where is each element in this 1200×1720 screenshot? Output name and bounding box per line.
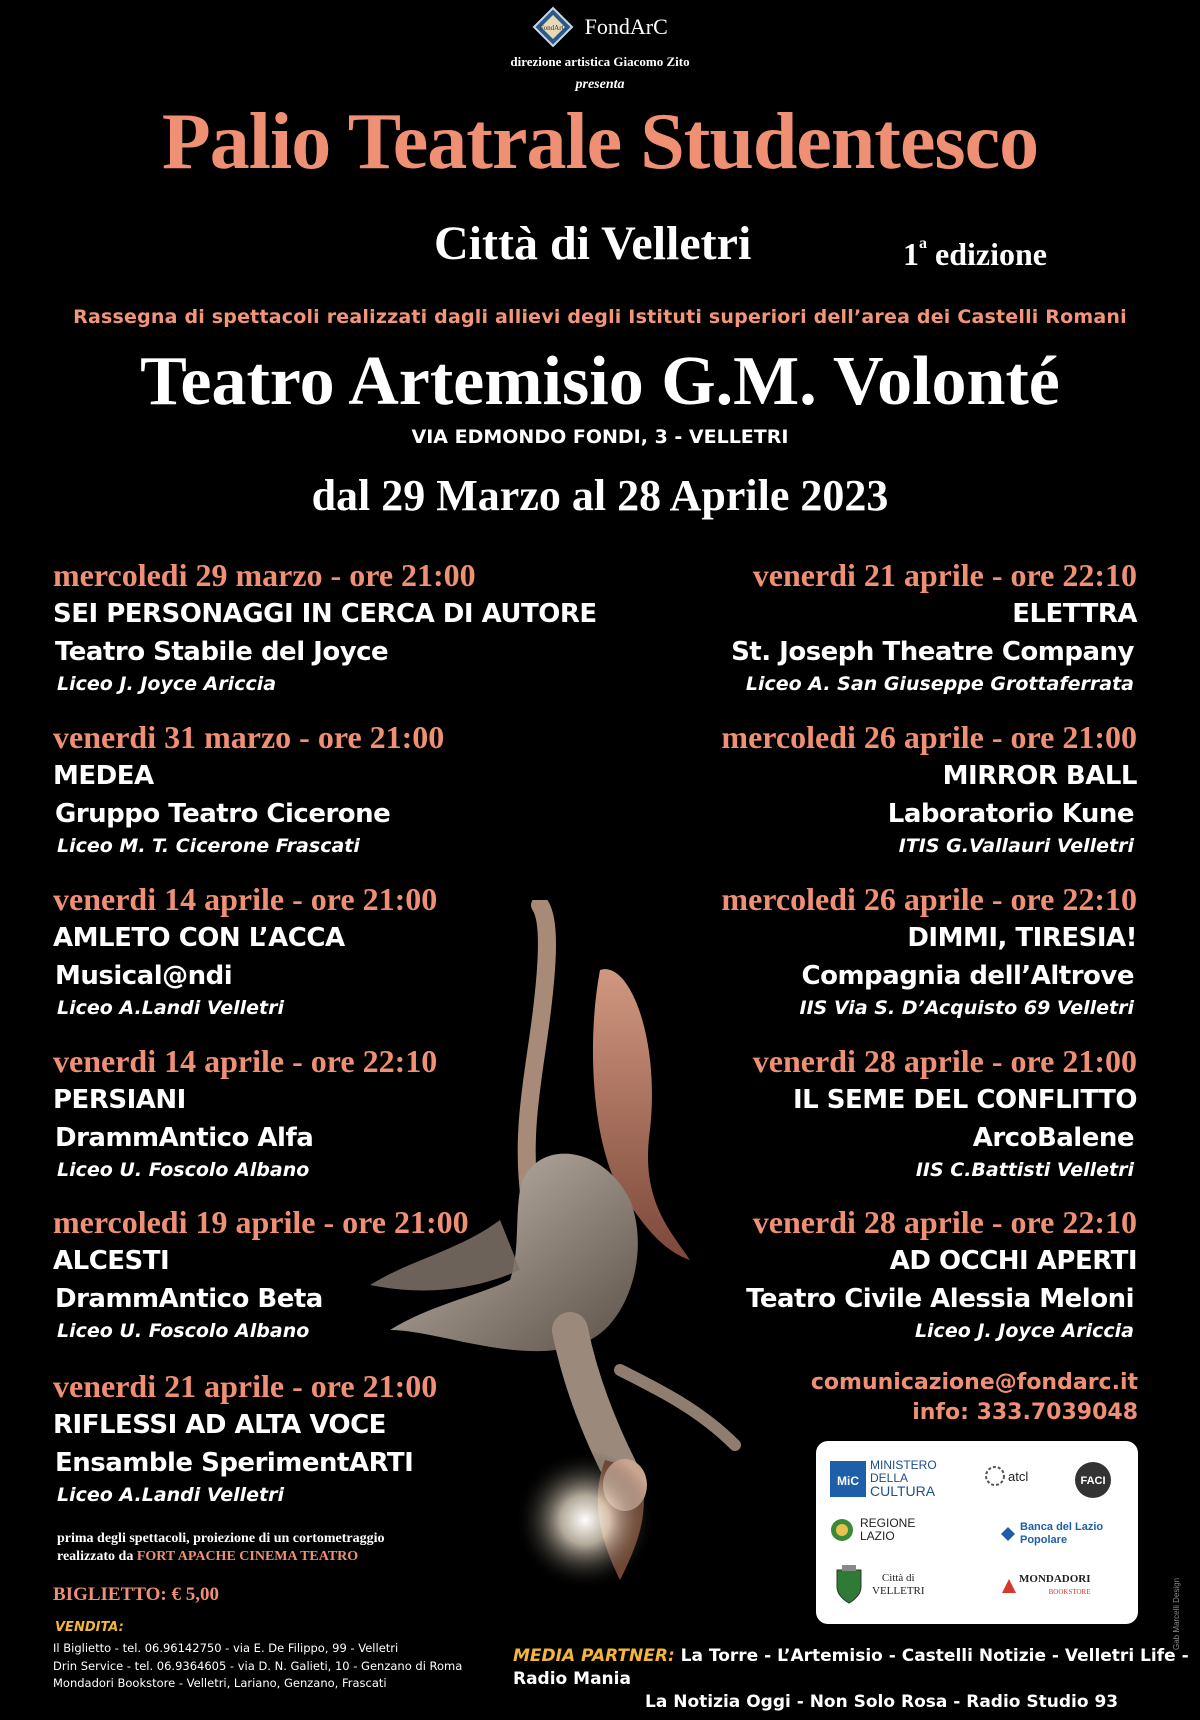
ministry-line2: DELLA: [870, 1471, 909, 1485]
logo-name: FondArC: [584, 14, 668, 39]
atcl-label: atcl: [1008, 1468, 1029, 1484]
event-item: [53, 882, 613, 1020]
fondarc-logo: [0, 6, 1200, 48]
presents-label: presenta: [575, 77, 625, 92]
contact-phone[interactable]: info: 333.7039048: [912, 1400, 1138, 1425]
event-datetime: venerdi 28 aprile - ore 22:10: [752, 1204, 1137, 1240]
company-name: ArcoBalene: [972, 1123, 1134, 1153]
bank-logo: [999, 1521, 1103, 1547]
screening-producer: FORT APACHE CINEMA TEATRO: [136, 1549, 359, 1564]
event-datetime: venerdi 21 aprile - ore 21:00: [53, 1368, 438, 1404]
ministry-line1: MINISTERO: [870, 1458, 937, 1472]
school-name: IIS Via S. D’Acquisto 69 Velletri: [799, 997, 1134, 1019]
theatre-address: VIA EDMONDO FONDI, 3 - VELLETRI: [411, 426, 789, 448]
event-datetime: venerdi 21 aprile - ore 22:10: [752, 557, 1137, 593]
mondadori-logo: [1002, 1573, 1091, 1599]
media-label: MEDIA PARTNER:: [513, 1646, 675, 1666]
event-datetime: mercoledi 29 marzo - ore 21:00: [53, 557, 476, 593]
play-title: AD OCCHI APERTI: [889, 1246, 1137, 1276]
city-subtitle: Città di Velletri: [434, 217, 752, 270]
company-name: DrammAntico Beta: [55, 1284, 323, 1314]
school-name: Liceo U. Foscolo Albano: [57, 1159, 310, 1181]
school-name: Liceo U. Foscolo Albano: [57, 1320, 310, 1342]
ministry-logo: [830, 1459, 937, 1498]
event-item: [577, 720, 1137, 858]
sales-points: [53, 1640, 462, 1693]
play-title: ALCESTI: [53, 1246, 170, 1276]
company-name: DrammAntico Alfa: [55, 1123, 314, 1153]
city-line1: Città di: [881, 1572, 915, 1584]
region-line2: LAZIO: [860, 1529, 895, 1543]
screening-line2: [57, 1548, 477, 1566]
play-title: ELETTRA: [1012, 599, 1137, 629]
company-name: Compagnia dell’Altrove: [801, 961, 1134, 991]
sales-line: Il Biglietto - tel. 06.96142750 - via E. De Filippo, 99 - Velletri: [53, 1641, 399, 1655]
school-name: Liceo A. San Giuseppe Grottaferrata: [745, 673, 1134, 695]
city-logo: [834, 1565, 925, 1605]
festival-dates: dal 29 Marzo al 28 Aprile 2023: [311, 471, 889, 520]
play-title: MIRROR BALL: [942, 761, 1137, 791]
atcl-logo: [984, 1465, 1028, 1487]
edition-label: [903, 235, 1047, 272]
company-name: Laboratorio Kune: [887, 799, 1134, 829]
play-title: RIFLESSI AD ALTA VOCE: [53, 1410, 386, 1440]
ministry-icon: [830, 1461, 866, 1497]
company-name: Teatro Civile Alessia Meloni: [746, 1284, 1134, 1314]
svg-text:FondArC: FondArC: [539, 24, 567, 32]
faci-icon: [1074, 1461, 1112, 1499]
event-title: Palio Teatrale Studentesco: [161, 98, 1039, 186]
faci-logo: [1074, 1461, 1112, 1499]
fondarc-logo-icon: [532, 6, 574, 48]
event-item: [577, 882, 1137, 1020]
play-title: MEDEA: [53, 761, 154, 791]
screening-line1: prima degli spettacoli, proiezione di un cortometraggio: [57, 1531, 385, 1546]
school-name: IIS C.Battisti Velletri: [915, 1159, 1134, 1181]
event-item: [53, 1205, 613, 1343]
svg-text:FACI: FACI: [1080, 1475, 1106, 1487]
company-name: St. Joseph Theatre Company: [731, 637, 1134, 667]
event-datetime: venerdi 31 marzo - ore 21:00: [53, 719, 445, 755]
bank-icon: [999, 1525, 1017, 1543]
event-item: [53, 1044, 613, 1182]
media-partners: [513, 1645, 1200, 1714]
company-name: Gruppo Teatro Cicerone: [55, 799, 391, 829]
play-title: DIMMI, TIRESIA!: [907, 923, 1137, 953]
school-name: Liceo J. Joyce Ariccia: [57, 673, 277, 695]
company-name: Musical@ndi: [55, 961, 233, 991]
play-title: SEI PERSONAGGI IN CERCA DI AUTORE: [53, 599, 597, 629]
festival-description: Rassegna di spettacoli realizzati dagli allievi degli Istituti superiori dell’area dei Castelli Romani: [73, 306, 1127, 328]
event-datetime: venerdi 28 aprile - ore 21:00: [752, 1043, 1137, 1079]
play-title: AMLETO CON L’ACCA: [53, 923, 345, 953]
media-line1: La Torre - L’Artemisio - Castelli Notizie - Velletri Life - Radio Mania: [513, 1646, 1189, 1689]
company-name: Ensamble SperimentARTI: [55, 1448, 414, 1478]
event-item: [577, 1044, 1137, 1182]
ticket-price: BIGLIETTO: € 5,00: [53, 1584, 219, 1605]
bank-line1: Banca del Lazio: [1020, 1521, 1104, 1533]
theatre-name: Teatro Artemisio G.M. Volonté: [140, 343, 1060, 420]
mondadori-icon: [1002, 1579, 1016, 1593]
sales-label: VENDITA:: [55, 1620, 124, 1635]
company-name: Teatro Stabile del Joyce: [55, 637, 389, 667]
bank-line2: Popolare: [1020, 1534, 1068, 1546]
school-name: Liceo A.Landi Velletri: [57, 997, 284, 1019]
svg-text:MiC: MiC: [837, 1473, 859, 1488]
event-item: [577, 1205, 1137, 1343]
atcl-icon: [984, 1465, 1006, 1487]
design-credit: Gab Marcelli Design: [1172, 1577, 1181, 1650]
school-name: Liceo J. Joyce Ariccia: [914, 1320, 1134, 1342]
edition-suffix: a: [919, 235, 927, 252]
edition-number: 1: [903, 236, 919, 272]
event-datetime: mercoledi 26 aprile - ore 22:10: [721, 881, 1137, 917]
play-title: PERSIANI: [53, 1085, 186, 1115]
artistic-direction: direzione artistica Giacomo Zito: [510, 54, 690, 69]
event-item: [53, 720, 613, 858]
sales-line: Mondadori Bookstore - Velletri, Lariano, Genzano, Frascati: [53, 1676, 387, 1690]
school-name: Liceo M. T. Cicerone Frascati: [57, 835, 360, 857]
contact-email[interactable]: comunicazione@fondarc.it: [810, 1370, 1138, 1395]
city-line2: VELLETRI: [872, 1585, 925, 1597]
play-title: IL SEME DEL CONFLITTO: [792, 1085, 1137, 1115]
event-item: [53, 1369, 613, 1507]
sponsor-box: [816, 1441, 1138, 1624]
ministry-line3: CULTURA: [870, 1483, 936, 1499]
region-icon: [830, 1518, 854, 1542]
sales-line: Drin Service - tel. 06.9364605 - via D. N. Galieti, 10 - Genzano di Roma: [53, 1658, 463, 1673]
school-name: ITIS G.Vallauri Velletri: [898, 835, 1134, 857]
city-crest-icon: [834, 1565, 864, 1605]
school-name: Liceo A.Landi Velletri: [57, 1484, 284, 1506]
region-logo: [830, 1517, 915, 1543]
screening-prefix: realizzato da: [57, 1549, 137, 1564]
region-line1: REGIONE: [860, 1516, 916, 1530]
event-item: [577, 558, 1137, 696]
media-line2: La Notizia Oggi - Non Solo Rosa - Radio Studio 93: [645, 1692, 1119, 1712]
event-datetime: mercoledi 26 aprile - ore 21:00: [721, 719, 1137, 755]
event-datetime: mercoledi 19 aprile - ore 21:00: [53, 1204, 469, 1240]
event-item: [53, 558, 613, 696]
screening-note: [57, 1530, 477, 1566]
mondadori-sub: BOOKSTORE: [1048, 1588, 1091, 1596]
edition-text: edizione: [935, 236, 1047, 272]
event-datetime: venerdi 14 aprile - ore 22:10: [53, 1043, 438, 1079]
mondadori-label: MONDADORI: [1019, 1573, 1091, 1585]
event-datetime: venerdi 14 aprile - ore 21:00: [53, 881, 438, 917]
